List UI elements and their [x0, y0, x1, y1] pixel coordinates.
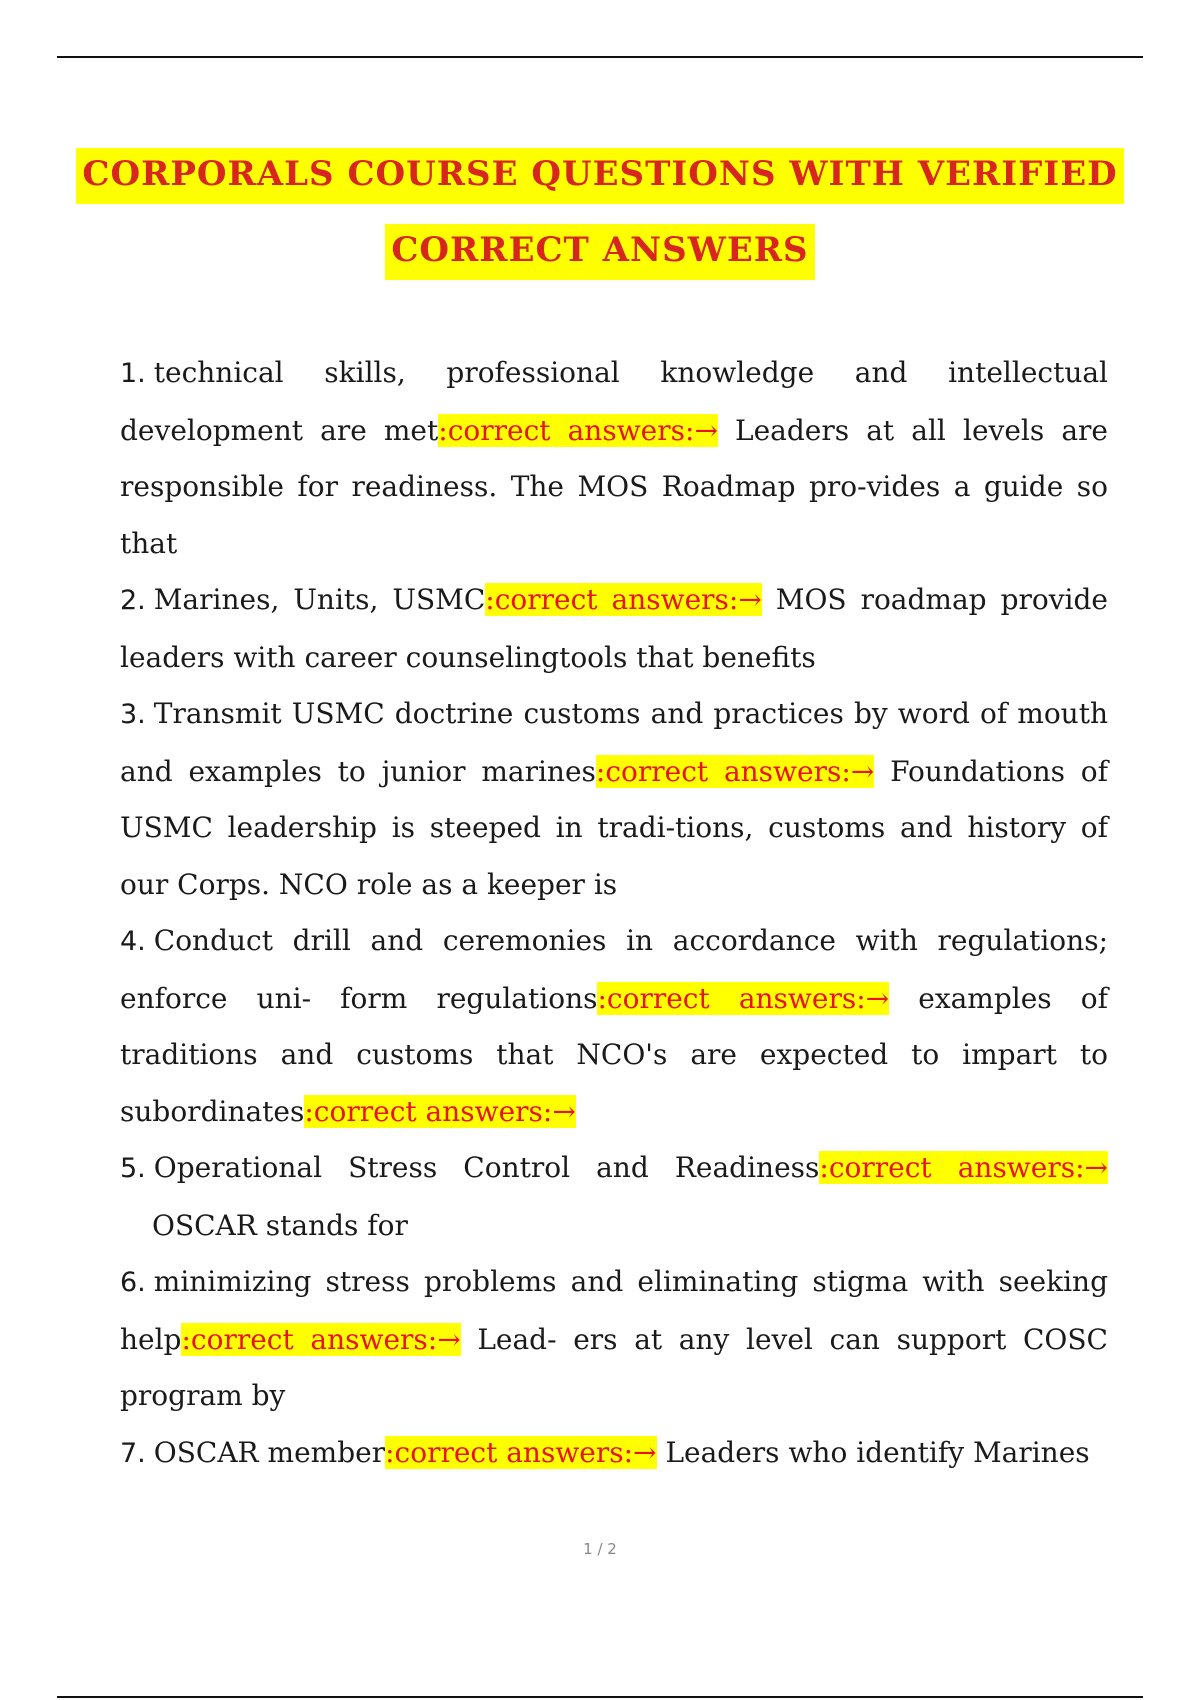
qa-item	[120, 1254, 1108, 1425]
question-text: Conduct drill and ceremonies in accordance with regulations; enforce uni- form regulations	[120, 924, 1108, 1015]
item-number: 7.	[120, 1437, 146, 1469]
item-number: 3.	[120, 699, 146, 730]
answer-text: Leaders who identify Marines	[665, 1435, 1090, 1469]
qa-item	[120, 1140, 1108, 1254]
qa-item	[120, 686, 1108, 913]
page-indicator: 1 / 2	[583, 1540, 617, 1558]
item-number: 2.	[120, 585, 146, 616]
answer-marker: :correct answers:→	[819, 1151, 1108, 1184]
qa-item	[120, 1425, 1108, 1483]
question-text: minimizing stress problems and eliminating stigma with seeking help	[120, 1265, 1108, 1356]
item-number: 5.	[120, 1153, 146, 1184]
qa-item	[120, 572, 1108, 686]
answer-marker: :correct answers:→	[385, 1435, 657, 1469]
question-text: technical skills, professional knowledge and intellectual development are met	[120, 356, 1108, 447]
answer-marker: :correct answers:→	[485, 583, 762, 616]
qa-item	[120, 345, 1108, 572]
item-number: 6.	[120, 1267, 146, 1298]
qa-item	[120, 913, 1108, 1140]
question-text: Operational Stress Control and Readiness	[153, 1151, 820, 1184]
bottom-rule	[57, 1696, 1143, 1698]
answer-marker: :correct answers:→	[304, 1094, 576, 1128]
qa-list	[120, 345, 1108, 1482]
question-text: Marines, Units, USMC	[153, 583, 486, 616]
answer-text: Leaders at all levels are responsible for readiness. The MOS Roadmap pro-vides a guide so that	[120, 413, 1108, 560]
answer-text: MOS roadmap provide leaders with career counselingtools that benefits	[120, 583, 1109, 674]
question-text: OSCAR member	[153, 1435, 386, 1469]
answer-text: Foundations of USMC leadership is steeped in tradi-tions, customs and history of our Corps. NCO role as a keeper is	[120, 754, 1108, 901]
answer-text: examples of traditions and customs that NCO's are expected to impart to subordinates	[120, 981, 1109, 1128]
item-number: 1.	[120, 358, 146, 389]
title-line-1: CORPORALS COURSE QUESTIONS WITH VERIFIED	[76, 148, 1123, 204]
question-text: Transmit USMC doctrine customs and practices by word of mouth and examples to junior marines	[120, 697, 1108, 788]
title-line-2: CORRECT ANSWERS	[385, 224, 814, 280]
answer-text: Lead- ers at any level can support COSC program by	[120, 1322, 1108, 1412]
answer-marker: :correct answers:→	[595, 754, 875, 788]
answer-text: OSCAR stands for	[152, 1208, 408, 1242]
answer-marker: :correct answers:→	[438, 413, 718, 447]
item-number: 4.	[120, 926, 146, 957]
answer-marker: :correct answers:→	[181, 1322, 461, 1356]
top-rule	[57, 56, 1143, 58]
answer-marker: :correct answers:→	[597, 981, 890, 1015]
document-title	[60, 148, 1140, 280]
